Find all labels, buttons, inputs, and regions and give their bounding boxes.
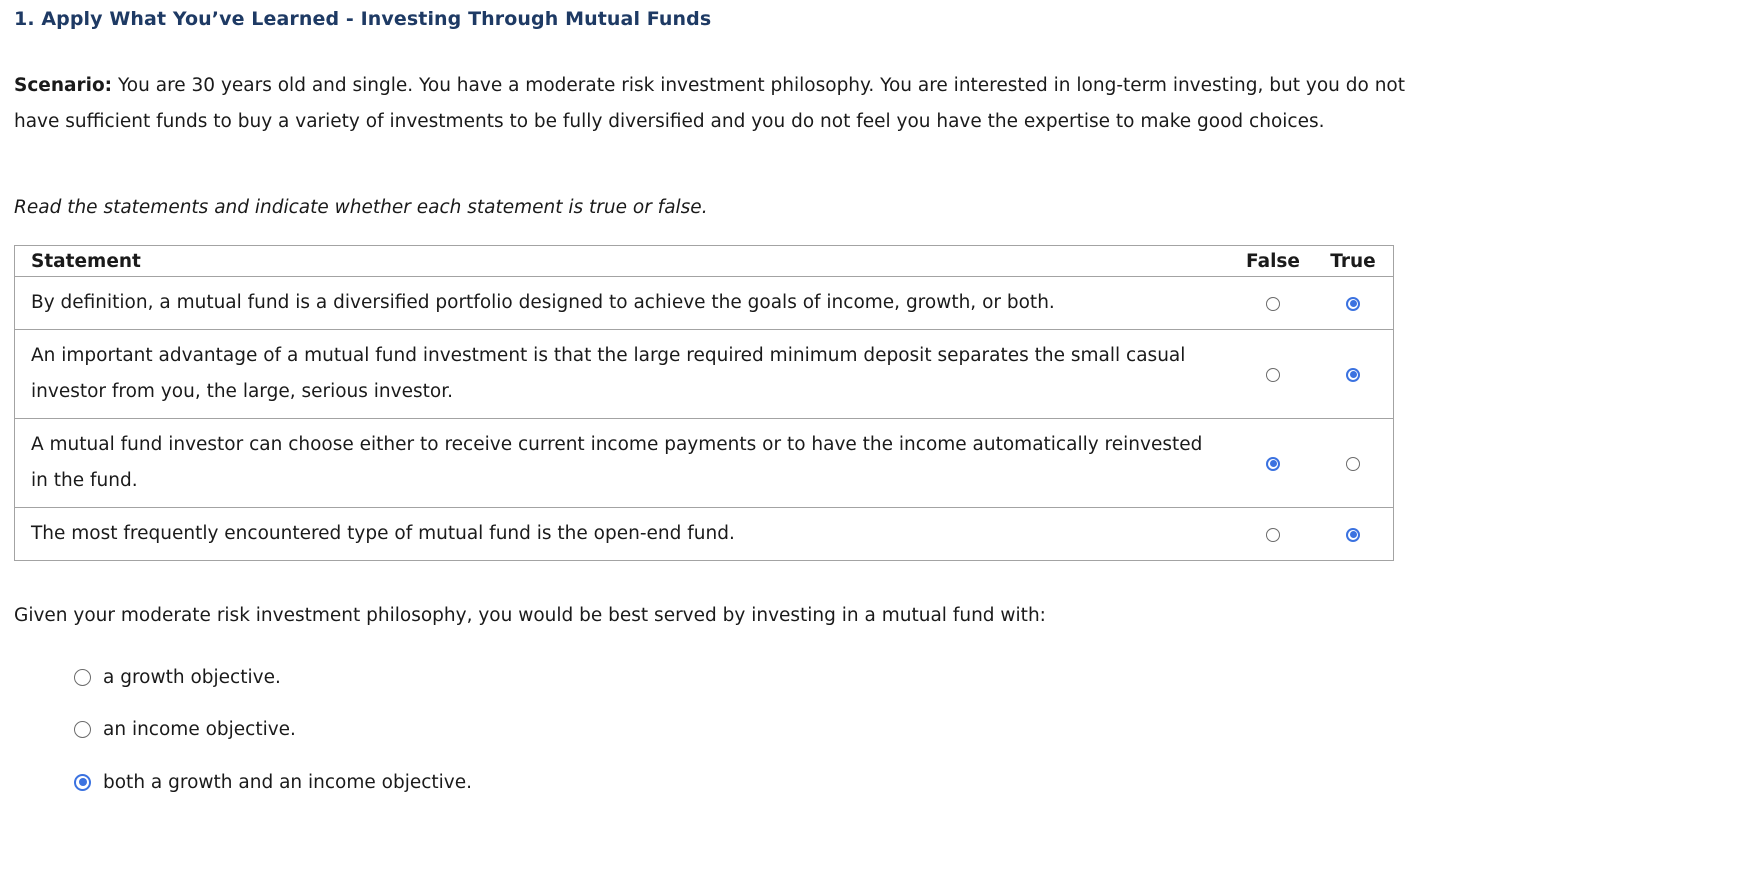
- radio-option[interactable]: [74, 721, 91, 738]
- table-row: [15, 330, 1394, 419]
- scenario-label: Scenario:: [14, 75, 113, 96]
- header-statement: Statement: [15, 246, 1234, 277]
- true-cell: [1313, 508, 1394, 561]
- statement-text: A mutual fund investor can choose either to receive current income payments or to have the income automatically reinvested in the fund.: [15, 419, 1234, 508]
- option-label: an income objective.: [103, 718, 296, 740]
- option-growth-and-income[interactable]: [74, 770, 472, 794]
- radio-false[interactable]: [1266, 368, 1280, 382]
- false-cell: [1233, 419, 1313, 508]
- false-cell: [1233, 277, 1313, 330]
- true-false-table: [14, 245, 1394, 561]
- instructions: Read the statements and indicate whether each statement is true or false.: [14, 197, 708, 218]
- page-title: 1. Apply What You’ve Learned - Investing Through Mutual Funds: [14, 8, 712, 30]
- true-cell: [1313, 277, 1394, 330]
- header-false: False: [1233, 246, 1313, 277]
- radio-true[interactable]: [1346, 297, 1360, 311]
- statement-text: An important advantage of a mutual fund investment is that the large required minimum deposit separates the small casual investor from you, the large, serious investor.: [15, 330, 1234, 419]
- table-row: [15, 419, 1394, 508]
- option-label: both a growth and an income objective.: [103, 771, 473, 793]
- radio-true[interactable]: [1346, 368, 1360, 382]
- table-row: [15, 508, 1394, 561]
- scenario-text: [14, 68, 1414, 140]
- radio-false[interactable]: [1266, 528, 1280, 542]
- option-income[interactable]: [74, 717, 296, 741]
- option-growth[interactable]: [74, 665, 281, 689]
- radio-false[interactable]: [1266, 457, 1280, 471]
- radio-true[interactable]: [1346, 528, 1360, 542]
- header-true: True: [1313, 246, 1394, 277]
- radio-option[interactable]: [74, 669, 91, 686]
- false-cell: [1233, 508, 1313, 561]
- radio-option[interactable]: [74, 774, 91, 791]
- statement-text: By definition, a mutual fund is a diversified portfolio designed to achieve the goals of income, growth, or both.: [15, 277, 1234, 330]
- option-label: a growth objective.: [103, 666, 281, 688]
- true-cell: [1313, 330, 1394, 419]
- radio-false[interactable]: [1266, 297, 1280, 311]
- table-header-row: [15, 246, 1394, 277]
- scenario-body: You are 30 years old and single. You have a moderate risk investment philosophy. You are interested in long-term investing, but you do not have sufficient funds to buy a variety of investments to be fully diversified and you do not feel you have the expertise to make good choices.: [14, 75, 1405, 132]
- true-cell: [1313, 419, 1394, 508]
- question-text: Given your moderate risk investment philosophy, you would be best served by investing in a mutual fund with:: [14, 605, 1046, 626]
- statement-text: The most frequently encountered type of mutual fund is the open-end fund.: [15, 508, 1234, 561]
- table-row: [15, 277, 1394, 330]
- radio-true[interactable]: [1346, 457, 1360, 471]
- false-cell: [1233, 330, 1313, 419]
